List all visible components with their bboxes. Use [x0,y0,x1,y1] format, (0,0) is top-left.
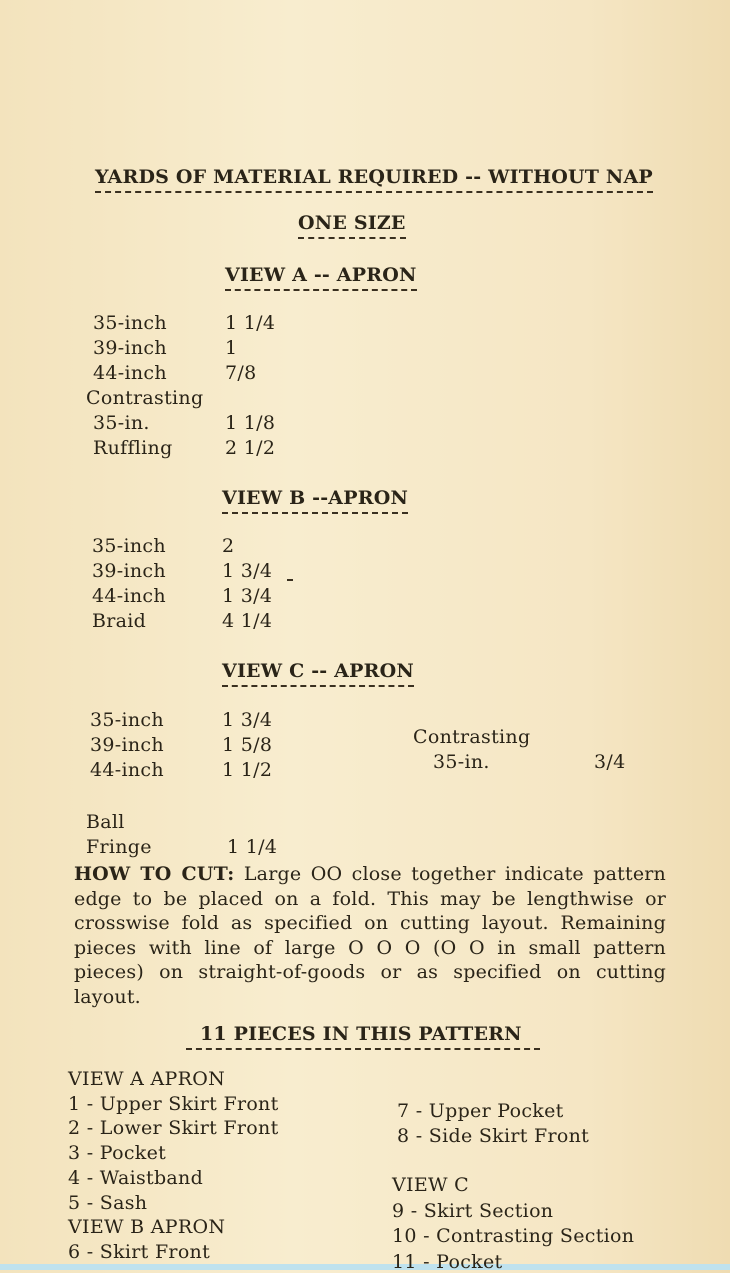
pattern-piece-item: 11 - Pocket [392,1250,503,1273]
yardage-value: 1 1/4 [225,312,276,334]
paper-bottom-edge [0,1264,730,1270]
pattern-piece-item: VIEW A APRON [68,1068,226,1090]
pattern-piece-item: 2 - Lower Skirt Front [68,1117,279,1140]
how-to-cut-text: Large OO close together indicate pattern edge to be placed on a fold. This may be lengthwise or crosswise fold as specified on cutting layout. Remaining pieces with line of large O O O (O O in small pattern pieces) on straight-of-goods or as specified on cutting layout. [74,863,666,1008]
yardage-label: 44-inch [93,362,167,384]
yardage-label: 44-inch [92,585,166,607]
ball-label: Ball [86,811,125,833]
pattern-piece-item: VIEW C [392,1174,470,1196]
yardage-label: Contrasting [86,387,204,409]
pattern-piece-item: 1 - Upper Skirt Front [68,1092,279,1115]
page-title: YARDS OF MATERIAL REQUIRED -- WITHOUT NAP [95,166,653,193]
yardage-value: 2 [222,535,235,557]
pieces-heading: 11 PIECES IN THIS PATTERN [186,1023,540,1050]
view-b-heading: VIEW B --APRON [222,487,408,514]
pattern-piece-item: 3 - Pocket [68,1142,167,1165]
pattern-piece-item: 5 - Sash [68,1191,148,1214]
yardage-value: 1 1/2 [222,759,273,781]
yardage-label: Braid [92,610,147,632]
yardage-value: 1 3/4 [222,709,273,731]
pattern-piece-item: 6 - Skirt Front [68,1240,211,1263]
pattern-piece-item: 10 - Contrasting Section [392,1225,635,1247]
yardage-label: 35-inch [93,312,167,334]
how-to-cut-paragraph [74,862,666,1009]
yardage-value: 1 1/8 [225,412,276,434]
yardage-value: 1 3/4 [222,560,273,582]
yardage-label: 35-in. [93,412,150,434]
contrasting-size: 35-in. [433,751,490,773]
yardage-label: 35-inch [90,709,164,731]
yardage-label: 39-inch [93,337,167,359]
how-to-cut-label: HOW TO CUT: [74,863,235,885]
yardage-label: 44-inch [90,759,164,781]
size-heading: ONE SIZE [298,212,406,239]
fringe-label: Fringe [86,836,152,858]
pattern-piece-item: VIEW B APRON [68,1216,226,1239]
pattern-piece-item: 4 - Waistband [68,1166,204,1189]
pattern-piece-item: 9 - Skirt Section [392,1199,554,1222]
yardage-label: 39-inch [92,560,166,582]
pattern-piece-item: 8 - Side Skirt Front [397,1124,590,1147]
yardage-label: Ruffling [93,437,173,459]
yardage-value: 2 1/2 [225,437,276,459]
contrasting-label: Contrasting [413,726,531,748]
view-c-heading: VIEW C -- APRON [222,660,414,687]
yardage-value: 1 [225,337,238,359]
yardage-value: 1 5/8 [222,734,273,756]
yardage-label: 39-inch [90,734,164,756]
pattern-piece-item: 7 - Upper Pocket [397,1100,564,1122]
view-a-heading: VIEW A -- APRON [225,264,417,291]
yardage-label: 35-inch [92,535,166,557]
yardage-value: 4 1/4 [222,610,273,632]
fringe-value: 1 1/4 [227,836,278,858]
yardage-value: 7/8 [225,362,257,384]
contrasting-value: 3/4 [594,751,626,773]
stray-mark [287,579,293,581]
yardage-value: 1 3/4 [222,585,273,607]
